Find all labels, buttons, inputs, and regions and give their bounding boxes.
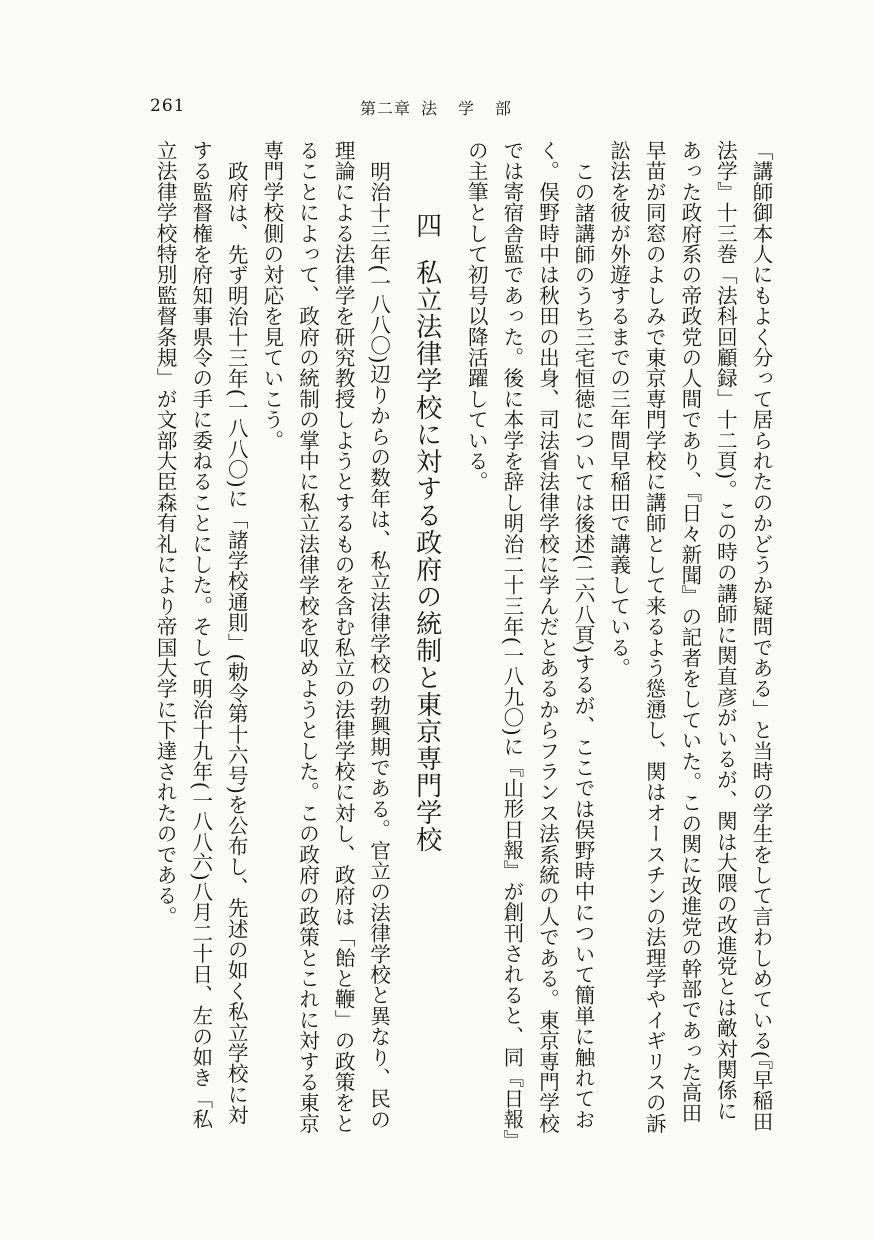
section-char-1: 法 [421, 99, 439, 118]
paragraph-continued: 「講師御本人にもよく分って居られたのかどうか疑問である」と当時の学生をして言わしめている(『早稲田法学』十三巻「法科回顧録」十二頁)。この時の講師に関直彦がいるが、関は大隈の改進党とは敵対関係にあった政府系の帝政党の人間であり、『日々新聞』の記者をしていた。この関に改進党の幹部であった高田早苗が同窓のよしみで東京専門学校に講師として来るよう慫慂し、関はオースチンの法理学やイギリスの訴訟法を彼が外遊するまでの三年間早稲田で講義している。 [606, 140, 773, 1134]
paragraph-private-schools: 明治十三年(一八八〇)辺りからの数年は、私立法律学校の勃興期である。官立の法律学校と異なり、民の理論による法律学を研究教授しようとするものを含む私立の法律学校に対し、政府は「飴と鞭」の政策をとることによって、政府の統制の掌中に私立法律学校を収めようとした。この政府の政策とこれに対する東京専門学校側の対応を見ていこう。 [259, 140, 391, 1134]
running-header [360, 96, 512, 119]
section-title: 私立法律学校に対する政府の統制と東京専門学校 [411, 259, 442, 853]
section-char-2: 学 [458, 99, 476, 118]
section-char-3: 部 [495, 99, 513, 118]
chapter-label: 第二章 [360, 99, 412, 118]
section-spacer [446, 140, 458, 1140]
paragraph-instructors: この諸講師のうち三宅恒徳については後述(二六八頁)するが、ここでは俣野時中について簡単に触れておく。俣野時中は秋田の出身、司法省法律学校に学んだとあるからフランス法系統の人である。東京専門学校では寄宿舎監であった。後に本学を辞し明治二十三年(一八九〇)に『山形日報』が創刊されると、同『日報』の主筆として初号以降活躍している。 [464, 140, 596, 1140]
section-heading [408, 140, 446, 1140]
page-number: 261 [150, 96, 186, 116]
section-number: 四 [411, 212, 442, 239]
paragraph-government-policy: 政府は、先ず明治十三年(一八八〇)に「諸学校通則」(勅令第十六号)を公布し、先述の如く私立学校に対する監督権を府知事県令の手に委ねることにした。そして明治十九年(一八八六)八月二十日、左の如き「私立法律学校特別監督条規」が文部大臣森有礼により帝国大学に下達されたのである。 [153, 140, 249, 1130]
vertical-text-body [88, 140, 778, 1140]
section-spacer-after [396, 140, 408, 1140]
